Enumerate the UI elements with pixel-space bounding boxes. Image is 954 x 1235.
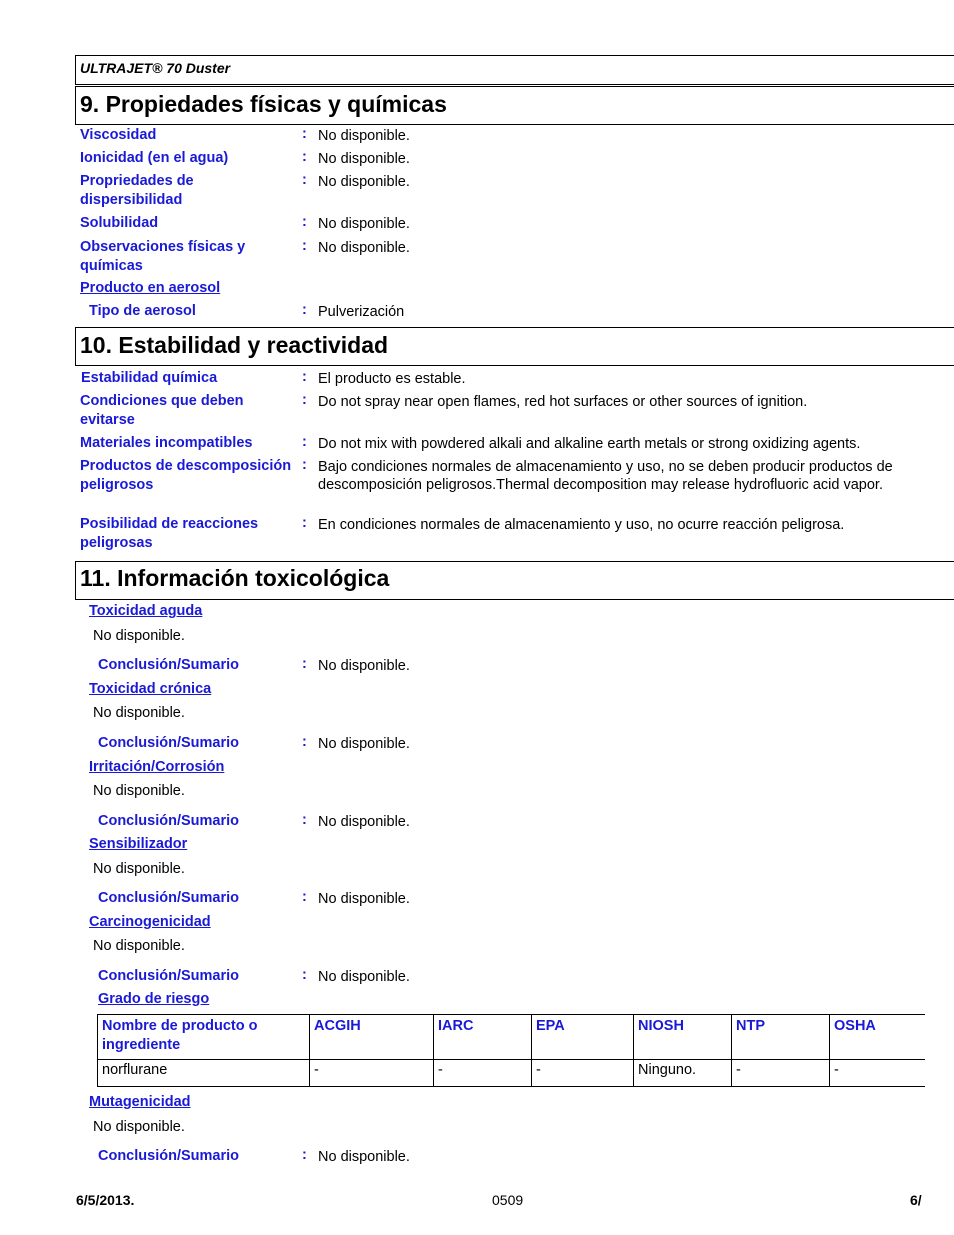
label-posibilidad-reacciones: Posibilidad de reacciones peligrosas — [80, 516, 259, 551]
label-solubilidad: Solubilidad — [80, 215, 159, 231]
section-11-title: 11. Información toxicológica — [80, 565, 390, 591]
conclusion-value: No disponible. — [318, 736, 410, 752]
col-epa: EPA — [532, 1015, 634, 1060]
col-osha: OSHA — [830, 1015, 926, 1060]
col-niosh: NIOSH — [634, 1015, 732, 1060]
label-viscosidad: Viscosidad — [80, 127, 157, 143]
conclusion-label: Conclusión/Sumario — [98, 657, 239, 673]
cell-epa: - — [532, 1060, 634, 1087]
label-estabilidad: Estabilidad química — [81, 370, 218, 386]
value-tipo-aerosol: Pulverización — [318, 304, 405, 320]
colon: : — [302, 889, 307, 905]
cell-niosh: Ninguno. — [634, 1060, 732, 1087]
value-productos-descomposicion: Bajo condiciones normales de almacenamiento y uso, no se deben producir productos de descomposición peligrosos.Thermal decomposition may release hydrofluoric acid vapor. — [318, 459, 893, 493]
colon: : — [302, 369, 307, 385]
colon: : — [302, 238, 307, 254]
cell-ntp: - — [732, 1060, 830, 1087]
toxicidad-aguda-text: No disponible. — [93, 628, 185, 644]
colon: : — [302, 214, 307, 230]
mutagenicidad-heading[interactable]: Mutagenicidad — [89, 1094, 191, 1110]
value-viscosidad: No disponible. — [318, 128, 410, 144]
colon: : — [302, 126, 307, 142]
mutagenicidad-text: No disponible. — [93, 1119, 185, 1135]
conclusion-value: No disponible. — [318, 1149, 410, 1165]
footer-page: 6/ — [910, 1192, 922, 1208]
value-dispersibilidad: No disponible. — [318, 174, 410, 190]
colon: : — [302, 515, 307, 531]
col-ntp: NTP — [732, 1015, 830, 1060]
table-row — [98, 1060, 926, 1087]
value-estabilidad: El producto es estable. — [318, 371, 466, 387]
cell-osha: - — [830, 1060, 926, 1087]
sensibilizador-heading[interactable]: Sensibilizador — [89, 836, 188, 852]
grado-riesgo-table — [97, 1014, 925, 1087]
footer-code: 0509 — [492, 1192, 524, 1208]
col-nombre: Nombre de producto o ingrediente — [98, 1015, 310, 1060]
label-condiciones: Condiciones que deben evitarse — [80, 393, 244, 428]
conclusion-label: Conclusión/Sumario — [98, 735, 239, 751]
value-solubilidad: No disponible. — [318, 216, 410, 232]
colon: : — [302, 457, 307, 473]
cell-iarc: - — [434, 1060, 532, 1087]
product-name: ULTRAJET® 70 Duster — [80, 60, 231, 76]
toxicidad-cronica-text: No disponible. — [93, 705, 185, 721]
colon: : — [302, 812, 307, 828]
irritacion-text: No disponible. — [93, 783, 185, 799]
cell-acgih: - — [310, 1060, 434, 1087]
colon: : — [302, 392, 307, 408]
value-ionicidad: No disponible. — [318, 151, 410, 167]
colon: : — [302, 734, 307, 750]
carcinogenicidad-text: No disponible. — [93, 938, 185, 954]
value-posibilidad-reacciones: En condiciones normales de almacenamiento y uso, no ocurre reacción peligrosa. — [318, 517, 845, 533]
label-dispersibilidad: Propriedades de dispersibilidad — [80, 173, 194, 208]
colon: : — [302, 172, 307, 188]
colon: : — [302, 149, 307, 165]
conclusion-label: Conclusión/Sumario — [98, 813, 239, 829]
colon: : — [302, 434, 307, 450]
toxicidad-aguda-heading[interactable]: Toxicidad aguda — [89, 603, 203, 619]
table-header-row — [98, 1015, 926, 1060]
conclusion-value: No disponible. — [318, 658, 410, 674]
colon: : — [302, 1147, 307, 1163]
cell-nombre: norflurane — [98, 1060, 310, 1087]
conclusion-label: Conclusión/Sumario — [98, 890, 239, 906]
colon: : — [302, 302, 307, 318]
value-materiales: Do not mix with powdered alkali and alkaline earth metals or strong oxidizing agents. — [318, 436, 861, 452]
value-observaciones: No disponible. — [318, 240, 410, 256]
conclusion-value: No disponible. — [318, 814, 410, 830]
colon: : — [302, 967, 307, 983]
label-tipo-aerosol: Tipo de aerosol — [89, 303, 196, 319]
grado-riesgo-heading[interactable]: Grado de riesgo — [98, 991, 210, 1007]
label-observaciones: Observaciones físicas y químicas — [80, 239, 246, 274]
colon: : — [302, 656, 307, 672]
value-condiciones: Do not spray near open flames, red hot surfaces or other sources of ignition. — [318, 394, 808, 410]
label-ionicidad: Ionicidad (en el agua) — [80, 150, 229, 166]
col-iarc: IARC — [434, 1015, 532, 1060]
section-9-title: 9. Propiedades físicas y químicas — [80, 91, 447, 117]
producto-aerosol-link[interactable]: Producto en aerosol — [80, 280, 221, 296]
footer-date: 6/5/2013. — [76, 1192, 135, 1208]
toxicidad-cronica-heading[interactable]: Toxicidad crónica — [89, 681, 212, 697]
irritacion-heading[interactable]: Irritación/Corrosión — [89, 759, 225, 775]
conclusion-label: Conclusión/Sumario — [98, 968, 239, 984]
conclusion-value: No disponible. — [318, 969, 410, 985]
carcinogenicidad-heading[interactable]: Carcinogenicidad — [89, 914, 211, 930]
section-10-title: 10. Estabilidad y reactividad — [80, 332, 389, 358]
conclusion-value: No disponible. — [318, 891, 410, 907]
conclusion-label: Conclusión/Sumario — [98, 1148, 239, 1164]
label-productos-descomposicion: Productos de descomposición peligrosos — [80, 458, 292, 493]
col-acgih: ACGIH — [310, 1015, 434, 1060]
label-materiales: Materiales incompatibles — [80, 435, 253, 451]
sensibilizador-text: No disponible. — [93, 861, 185, 877]
